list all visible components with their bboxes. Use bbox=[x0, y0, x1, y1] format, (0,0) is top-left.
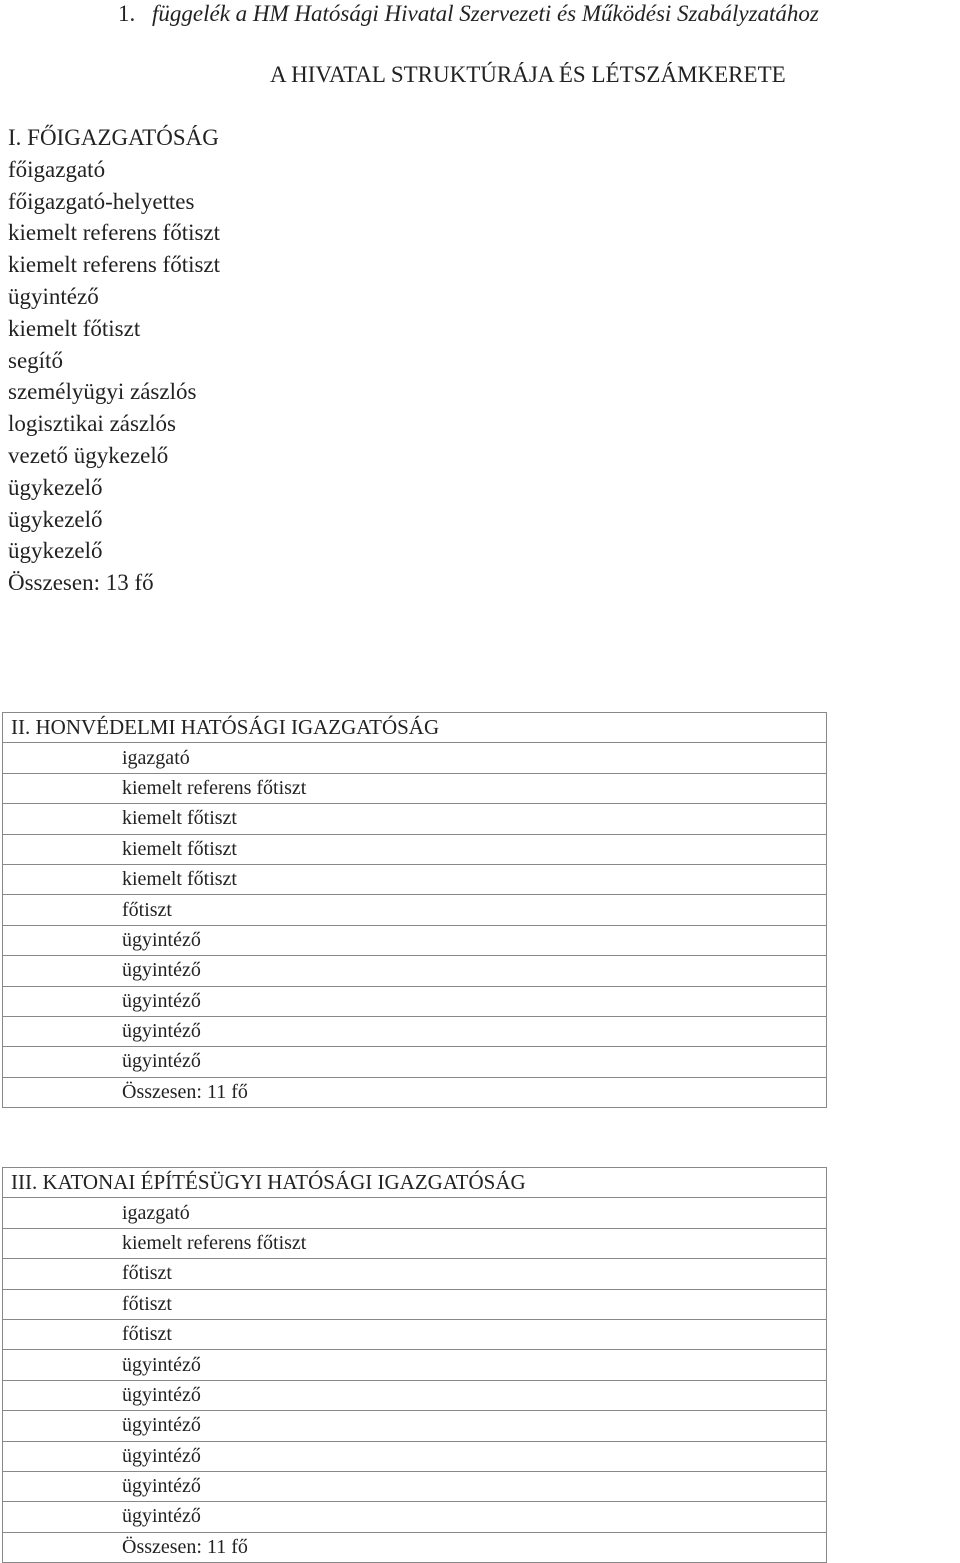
table-row bbox=[3, 834, 827, 864]
table-row bbox=[3, 956, 827, 986]
role-item: ügyintéző bbox=[3, 1502, 827, 1532]
role-item: igazgató bbox=[3, 743, 827, 773]
table-row bbox=[3, 864, 827, 894]
section-katonai-epitesugyi-table bbox=[2, 1167, 827, 1563]
table-row bbox=[3, 743, 827, 773]
role-item: ügyintéző bbox=[3, 1380, 827, 1410]
role-item: kiemelt főtiszt bbox=[3, 804, 827, 834]
role-item: logisztikai zászlós bbox=[8, 411, 176, 437]
table-row bbox=[3, 925, 827, 955]
role-item: kiemelt főtiszt bbox=[8, 315, 141, 341]
role-item: vezető ügykezelő bbox=[8, 442, 169, 468]
role-item: kiemelt referens főtiszt bbox=[3, 1228, 827, 1258]
role-item: ügyintéző bbox=[3, 986, 827, 1016]
section-title: III. KATONAI ÉPÍTÉSÜGYI HATÓSÁGI IGAZGATÓSÁG bbox=[3, 1168, 827, 1198]
role-item: ügyintéző bbox=[3, 956, 827, 986]
table-row bbox=[3, 1228, 827, 1258]
table-row bbox=[3, 1289, 827, 1319]
role-item: ügyintéző bbox=[8, 283, 99, 309]
table-row bbox=[3, 1016, 827, 1046]
role-item: ügyintéző bbox=[3, 1441, 827, 1471]
role-item: ügyintéző bbox=[3, 1350, 827, 1380]
appendix-number: 1. bbox=[118, 1, 136, 26]
table-row bbox=[3, 1047, 827, 1077]
table-row bbox=[3, 1471, 827, 1501]
table-row bbox=[3, 713, 827, 743]
section-title: II. HONVÉDELMI HATÓSÁGI IGAZGATÓSÁG bbox=[3, 713, 827, 743]
table-row bbox=[3, 1350, 827, 1380]
table-row bbox=[3, 773, 827, 803]
table-row bbox=[3, 1502, 827, 1532]
role-item: kiemelt referens főtiszt bbox=[8, 252, 221, 278]
document-header bbox=[118, 0, 960, 28]
table-row bbox=[3, 1319, 827, 1349]
table-row bbox=[3, 895, 827, 925]
role-item: főigazgató-helyettes bbox=[8, 188, 195, 214]
role-item: főtiszt bbox=[3, 1319, 827, 1349]
role-item: ügykezelő bbox=[8, 538, 103, 564]
role-item: kiemelt főtiszt bbox=[3, 834, 827, 864]
role-item: segítő bbox=[8, 347, 63, 373]
role-item: ügyintéző bbox=[3, 925, 827, 955]
section-total: Összesen: 11 fő bbox=[3, 1077, 827, 1107]
role-item: ügyintéző bbox=[3, 1047, 827, 1077]
table-row bbox=[3, 1532, 827, 1562]
appendix-text: függelék a HM Hatósági Hivatal Szervezeti és Működési Szabályzatához bbox=[152, 1, 819, 26]
table-row bbox=[3, 1411, 827, 1441]
section-honvedelmi-table bbox=[2, 712, 827, 1108]
role-item: főtiszt bbox=[3, 1259, 827, 1289]
table-row bbox=[3, 804, 827, 834]
role-item: igazgató bbox=[3, 1198, 827, 1228]
role-item: ügyintéző bbox=[3, 1471, 827, 1501]
role-item: kiemelt főtiszt bbox=[3, 864, 827, 894]
role-item: főtiszt bbox=[3, 1289, 827, 1319]
section-total: Összesen: 13 fő bbox=[8, 570, 154, 596]
table-row bbox=[3, 1441, 827, 1471]
section-foigazgatosag bbox=[8, 122, 220, 599]
table-row bbox=[3, 1168, 827, 1198]
table-row bbox=[3, 986, 827, 1016]
role-item: kiemelt referens főtiszt bbox=[8, 220, 221, 246]
section-title: I. FŐIGAZGATÓSÁG bbox=[8, 125, 219, 150]
role-item: ügykezelő bbox=[8, 506, 103, 532]
section-total: Összesen: 11 fő bbox=[3, 1532, 827, 1562]
role-item: ügykezelő bbox=[8, 474, 103, 500]
document-title: A HIVATAL STRUKTÚRÁJA ÉS LÉTSZÁMKERETE bbox=[270, 62, 786, 87]
table-row bbox=[3, 1198, 827, 1228]
role-item: ügyintéző bbox=[3, 1411, 827, 1441]
role-item: főtiszt bbox=[3, 895, 827, 925]
role-item: főigazgató bbox=[8, 156, 106, 182]
table-row bbox=[3, 1077, 827, 1107]
role-item: személyügyi zászlós bbox=[8, 379, 197, 405]
table-row bbox=[3, 1380, 827, 1410]
role-item: kiemelt referens főtiszt bbox=[3, 773, 827, 803]
table-row bbox=[3, 1259, 827, 1289]
role-item: ügyintéző bbox=[3, 1016, 827, 1046]
